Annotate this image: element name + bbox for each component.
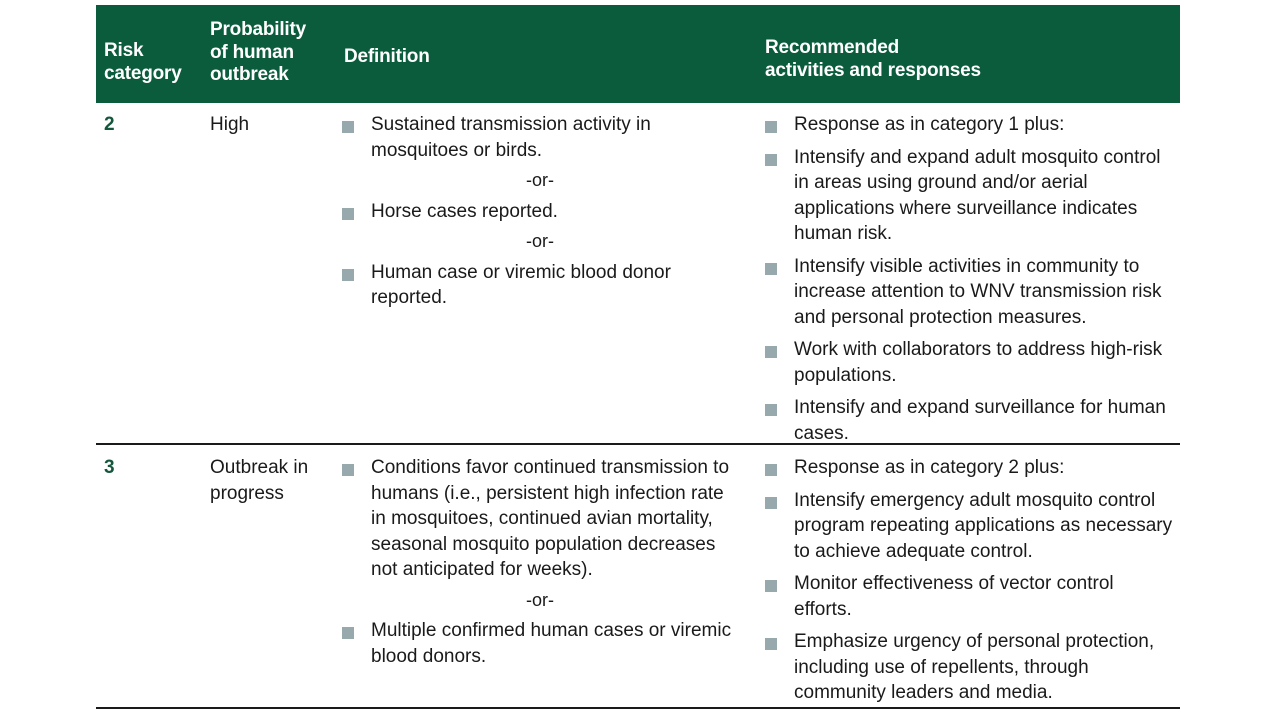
list-item: Multiple confirmed human cases or viremic blood donors. <box>340 618 740 669</box>
cell-probability <box>210 445 340 707</box>
list-item: Intensify and expand adult mosquito control in areas using ground and/or aerial applications where surveillance indicates human risk. <box>754 145 1174 247</box>
or-separator: -or- <box>526 589 554 610</box>
cell-definition <box>340 445 754 707</box>
or-separator: -or- <box>526 231 554 251</box>
list-item: Intensify and expand surveillance for human cases. <box>754 395 1174 446</box>
list-item: Sustained transmission activity in mosquitoes or birds. <box>340 112 740 163</box>
column-header-recommended-line2: activities and responses <box>765 59 981 81</box>
risk-category-table <box>96 5 1180 709</box>
list-item: Response as in category 1 plus: <box>754 112 1174 138</box>
list-item: Emphasize urgency of personal protection, including use of repellents, through community leaders and media. <box>754 629 1174 706</box>
probability-value: High <box>210 114 250 135</box>
column-header-probability <box>210 19 340 103</box>
response-list <box>754 455 1174 706</box>
risk-category-number: 3 <box>104 457 115 478</box>
cell-definition <box>340 103 754 443</box>
probability-value: Outbreak in progress <box>210 457 309 504</box>
column-header-recommended <box>754 19 1180 103</box>
column-header-risk-category <box>96 19 210 103</box>
definition-list <box>340 112 740 311</box>
list-item: Human case or viremic blood donor reported. <box>340 260 740 311</box>
cell-recommended-activities <box>754 445 1180 707</box>
list-item: Horse cases reported. <box>340 199 740 225</box>
risk-category-number: 2 <box>104 114 115 135</box>
list-item: Intensify visible activities in community to increase attention to WNV transmission risk and personal protection measures. <box>754 254 1174 331</box>
cell-probability <box>210 103 340 443</box>
column-header-definition-label: Definition <box>344 46 430 67</box>
response-list <box>754 112 1174 446</box>
cell-risk-category <box>96 103 210 443</box>
table-row <box>96 445 1180 709</box>
list-item: Work with collaborators to address high-risk populations. <box>754 337 1174 388</box>
list-item: Intensify emergency adult mosquito control program repeating applications as necessary to achieve adequate control. <box>754 488 1174 565</box>
column-header-probability-line2: of human <box>210 41 294 63</box>
column-header-risk-category-line1: Risk <box>104 40 144 61</box>
list-item: Monitor effectiveness of vector control efforts. <box>754 571 1174 622</box>
cell-risk-category <box>96 445 210 707</box>
column-header-probability-line1: Probability <box>210 19 306 40</box>
definition-list <box>340 455 740 669</box>
cell-recommended-activities <box>754 103 1180 443</box>
column-header-definition <box>340 19 754 103</box>
column-header-probability-line3: outbreak <box>210 64 289 85</box>
or-separator: -or- <box>526 170 554 190</box>
column-header-risk-category-line2: category <box>104 62 182 84</box>
table-row <box>96 103 1180 445</box>
table-header-row <box>96 5 1180 103</box>
list-item: Conditions favor continued transmission to humans (i.e., persistent high infection rate in mosquitoes, continued avian mortality, seasonal mosquito population decreases not anticipated for weeks). <box>340 455 740 583</box>
list-item: Response as in category 2 plus: <box>754 455 1174 481</box>
column-header-recommended-line1: Recommended <box>765 37 900 58</box>
